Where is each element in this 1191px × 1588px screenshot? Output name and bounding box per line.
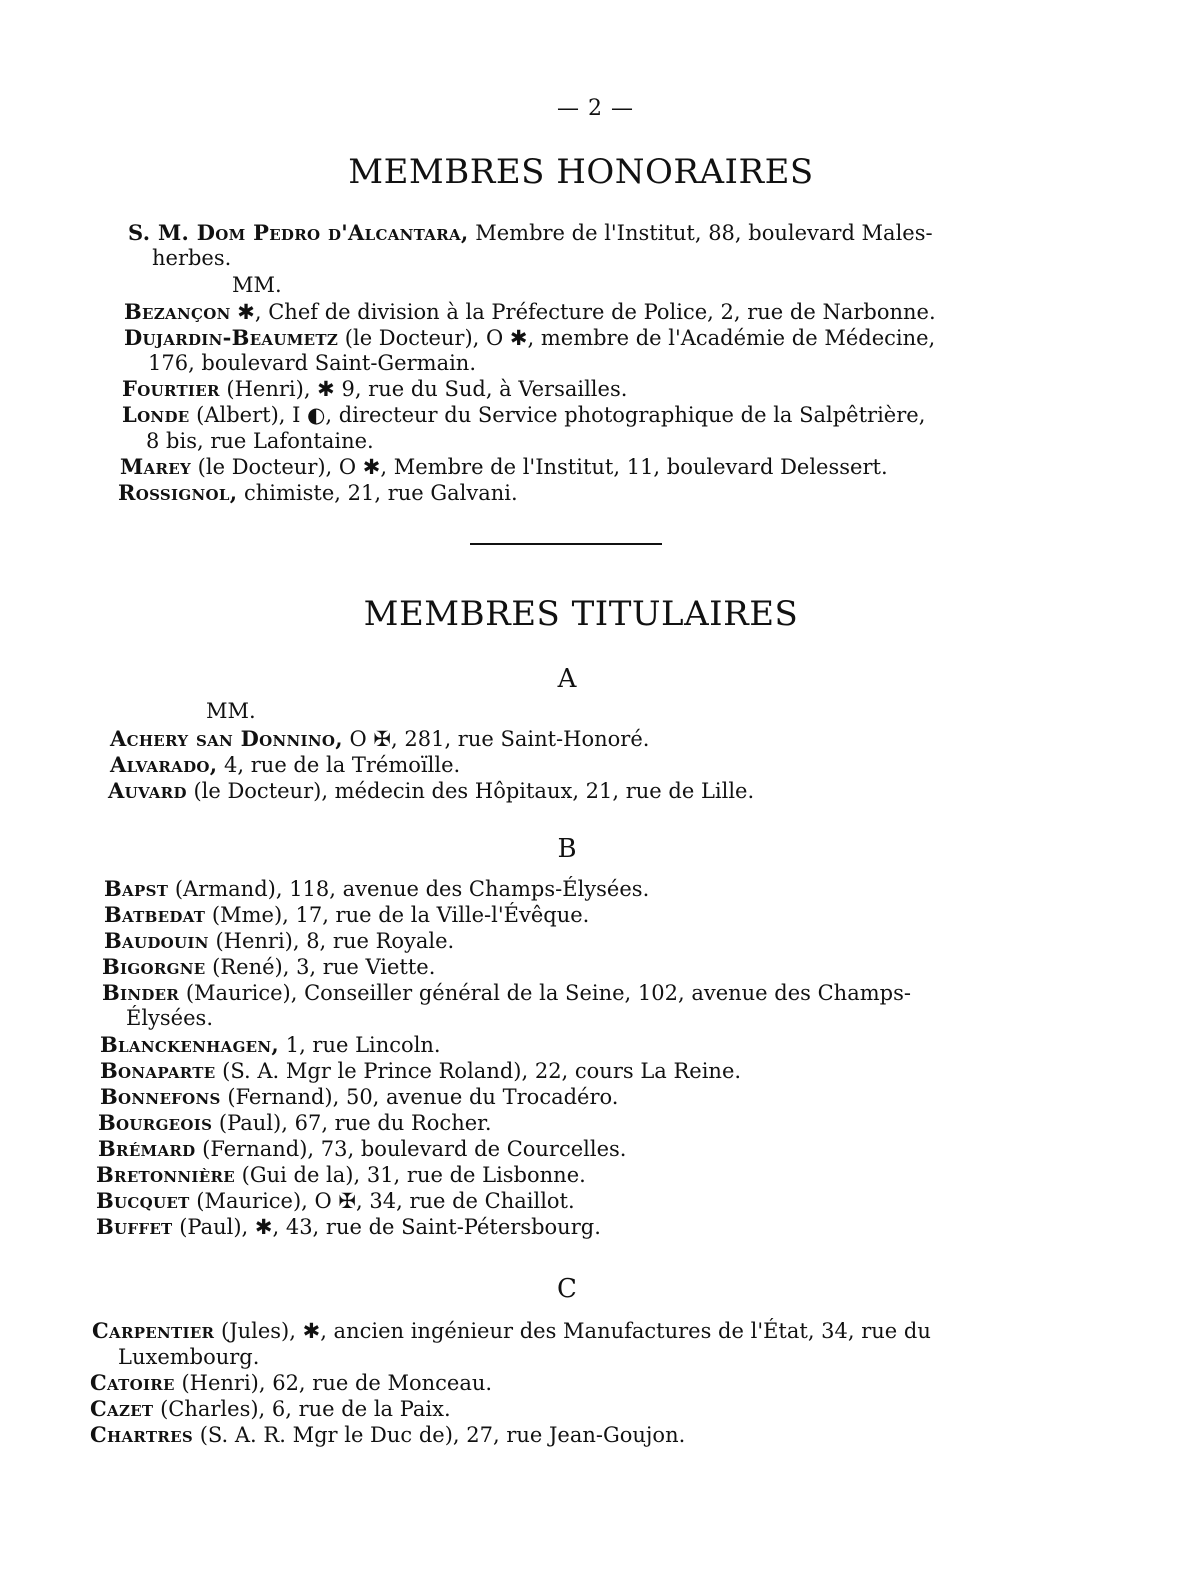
section-title-titulaires: MEMBRES TITULAIRES: [363, 594, 799, 634]
list-item: [100, 1084, 618, 1110]
member-details: (Maurice), O ✠, 34, rue de Chaillot.: [189, 1189, 575, 1213]
member-details: ✱, Chef de division à la Préfecture de Police, 2, rue de Narbonne.: [230, 300, 936, 324]
member-details: (René), 3, rue Viette.: [205, 955, 436, 979]
member-details: (Henri), 62, rue de Monceau.: [174, 1371, 493, 1395]
member-details: (Gui de la), 31, rue de Lisbonne.: [234, 1163, 586, 1187]
list-item-continuation: herbes.: [152, 246, 232, 270]
member-name: Blanckenhagen,: [100, 1032, 280, 1057]
list-item: [102, 954, 435, 980]
letter-heading-a: A: [557, 664, 577, 694]
member-details: (Jules), ✱, ancien ingénieur des Manufactures de l'État, 34, rue du: [214, 1319, 931, 1343]
list-item: [96, 1188, 575, 1214]
list-item: [100, 1032, 441, 1058]
list-item: [124, 325, 935, 351]
member-name: Cazet: [90, 1396, 154, 1421]
member-name: Alvarado,: [110, 752, 218, 777]
mm-label: MM.: [206, 699, 256, 723]
member-details: O ✠, 281, rue Saint-Honoré.: [342, 727, 650, 751]
list-item: [104, 928, 454, 954]
list-item: [122, 402, 925, 428]
member-name: Baudouin: [104, 928, 209, 953]
member-details: (Armand), 118, avenue des Champs-Élysées.: [168, 877, 650, 901]
member-details: (le Docteur), O ✱, Membre de l'Institut, 11, boulevard Delessert.: [191, 455, 888, 479]
list-item: [104, 876, 649, 902]
member-name: Bourgeois: [98, 1110, 213, 1135]
list-item: [108, 778, 754, 804]
member-name: Brémard: [98, 1136, 196, 1161]
member-name: Dujardin-Beaumetz: [124, 325, 339, 350]
list-item: [122, 376, 627, 402]
list-item: [102, 980, 911, 1006]
member-name: Bucquet: [96, 1188, 190, 1213]
list-item: [90, 1370, 492, 1396]
member-name: Buffet: [96, 1214, 173, 1239]
member-name: Bezançon: [124, 299, 231, 324]
list-item-continuation: Élysées.: [126, 1006, 213, 1030]
list-item: [96, 1214, 601, 1240]
list-item-continuation: 176, boulevard Saint-Germain.: [148, 351, 477, 375]
member-details: 1, rue Lincoln.: [279, 1033, 441, 1057]
member-details: (Henri), ✱ 9, rue du Sud, à Versailles.: [219, 377, 628, 401]
letter-heading-c: C: [557, 1274, 577, 1304]
member-name: Auvard: [108, 778, 187, 803]
member-name: Marey: [120, 454, 191, 479]
list-item: [92, 1318, 931, 1344]
list-item: [100, 1058, 741, 1084]
member-name: Bretonnière: [96, 1162, 235, 1187]
member-details: (Paul), ✱, 43, rue de Saint-Pétersbourg.: [172, 1215, 601, 1239]
list-item: [110, 752, 460, 778]
member-name: Bigorgne: [102, 954, 206, 979]
list-item: [98, 1136, 626, 1162]
member-name: Bonaparte: [100, 1058, 216, 1083]
member-details: (le Docteur), médecin des Hôpitaux, 21, rue de Lille.: [186, 779, 755, 803]
page-number: — 2 —: [557, 96, 634, 121]
member-details: (le Docteur), O ✱, membre de l'Académie de Médecine,: [338, 326, 936, 350]
member-name: Bapst: [104, 876, 169, 901]
list-item: [118, 480, 518, 506]
member-name: Fourtier: [122, 376, 220, 401]
member-details: (S. A. Mgr le Prince Roland), 22, cours La Reine.: [215, 1059, 742, 1083]
list-item: [104, 902, 589, 928]
list-item-continuation: 8 bis, rue Lafontaine.: [146, 429, 374, 453]
list-item: [110, 726, 649, 752]
member-details: Membre de l'Institut, 88, boulevard Males-: [468, 221, 933, 245]
member-name: Batbedat: [104, 902, 206, 927]
member-details: (Fernand), 73, boulevard de Courcelles.: [195, 1137, 627, 1161]
member-details: (Albert), I ◐, directeur du Service photographique de la Salpêtrière,: [189, 403, 926, 427]
list-item: [90, 1396, 451, 1422]
list-item: [98, 1110, 492, 1136]
member-details: (Paul), 67, rue du Rocher.: [212, 1111, 492, 1135]
mm-label: MM.: [232, 273, 282, 297]
member-name: Binder: [102, 980, 180, 1005]
member-details: (Maurice), Conseiller général de la Seine, 102, avenue des Champs-: [179, 981, 911, 1005]
member-name: Chartres: [90, 1422, 194, 1447]
member-details: (Mme), 17, rue de la Ville-l'Évêque.: [205, 903, 590, 927]
list-item: [120, 454, 888, 480]
member-details: chimiste, 21, rue Galvani.: [237, 481, 518, 505]
section-title-honoraires: MEMBRES HONORAIRES: [348, 152, 814, 192]
member-details: 4, rue de la Trémoïlle.: [217, 753, 461, 777]
list-item: [96, 1162, 586, 1188]
member-name: S. M. Dom Pedro d'Alcantara,: [128, 220, 469, 245]
member-name: Rossignol,: [118, 480, 238, 505]
member-name: Achery san Donnino,: [110, 726, 343, 751]
list-item-continuation: Luxembourg.: [118, 1345, 260, 1369]
member-name: Carpentier: [92, 1318, 215, 1343]
member-details: (Fernand), 50, avenue du Trocadéro.: [220, 1085, 619, 1109]
list-item: [124, 299, 936, 325]
list-item: [128, 220, 933, 246]
member-details: (S. A. R. Mgr le Duc de), 27, rue Jean-Goujon.: [193, 1423, 686, 1447]
section-divider: [470, 543, 662, 545]
list-item: [90, 1422, 685, 1448]
letter-heading-b: B: [557, 834, 577, 864]
member-details: (Henri), 8, rue Royale.: [208, 929, 455, 953]
member-name: Londe: [122, 402, 190, 427]
member-name: Bonnefons: [100, 1084, 221, 1109]
member-details: (Charles), 6, rue de la Paix.: [153, 1397, 451, 1421]
member-name: Catoire: [90, 1370, 175, 1395]
